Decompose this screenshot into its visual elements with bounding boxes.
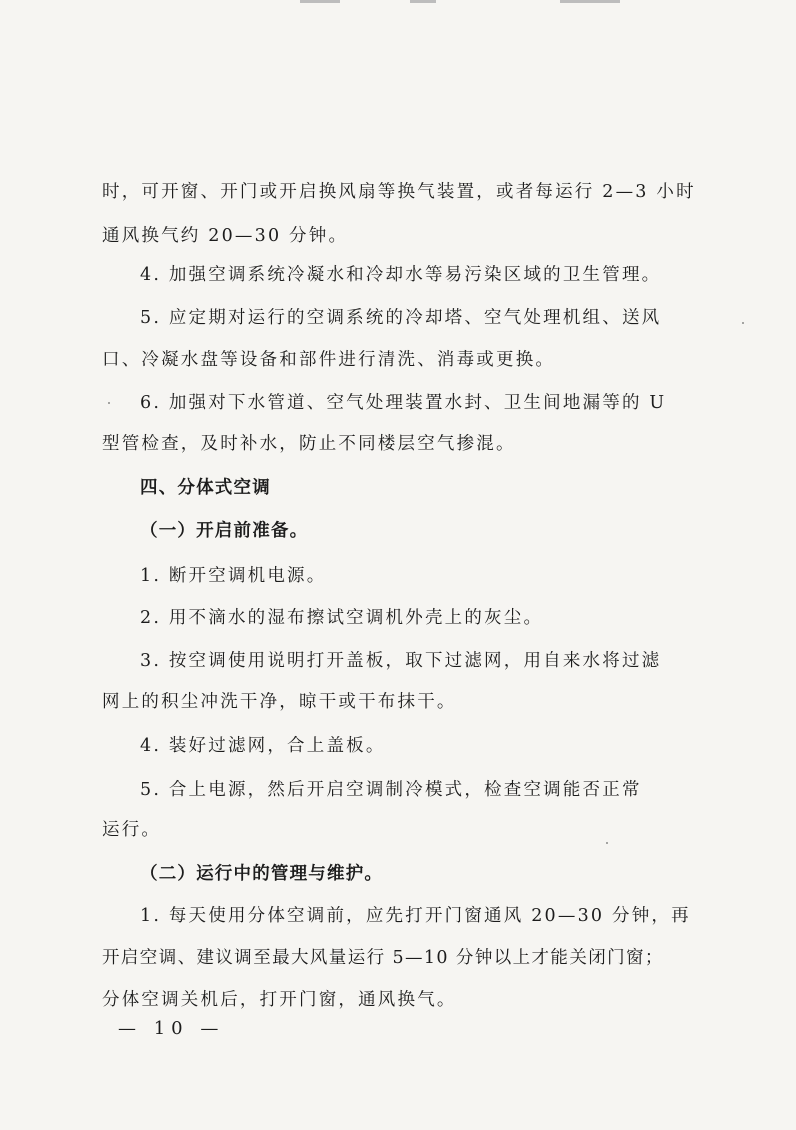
- list-item-1: 1. 每天使用分体空调前，应先打开门窗通风 20—30 分钟，再: [140, 906, 691, 926]
- list-item-2: 2. 用不滴水的湿布擦试空调机外壳上的灰尘。: [140, 608, 544, 628]
- list-item-1: 1. 断开空调机电源。: [140, 566, 327, 586]
- page-number: — 10 —: [118, 1018, 225, 1039]
- scan-edge-mark: [560, 0, 620, 3]
- paragraph-line: 通风换气约 20—30 分钟。: [102, 226, 349, 246]
- scan-speck: [108, 402, 110, 404]
- list-item-5: 5. 应定期对运行的空调系统的冷却塔、空气处理机组、送风: [140, 308, 662, 328]
- scan-edge-mark: [300, 0, 340, 3]
- paragraph-line: 网上的积尘冲洗干净，晾干或干布抹干。: [102, 692, 457, 712]
- paragraph-line: 口、冷凝水盘等设备和部件进行清洗、消毒或更换。: [102, 350, 556, 370]
- scan-speck: [606, 842, 608, 844]
- list-item-5: 5. 合上电源，然后开启空调制冷模式，检查空调能否正常: [140, 780, 642, 800]
- scan-edge-mark: [410, 0, 436, 3]
- subsection-heading: （一）开启前准备。: [140, 521, 309, 541]
- paragraph-line: 时，可开窗、开门或开启换风扇等换气装置，或者每运行 2—3 小时: [102, 182, 696, 202]
- paragraph-line: 分体空调关机后，打开门窗，通风换气。: [102, 990, 457, 1010]
- paragraph-line: 开启空调、建议调至最大风量运行 5—10 分钟以上才能关闭门窗；: [102, 948, 664, 968]
- subsection-heading: （二）运行中的管理与维护。: [140, 864, 384, 884]
- list-item-3: 3. 按空调使用说明打开盖板，取下过滤网，用自来水将过滤: [140, 651, 662, 671]
- scan-speck: [742, 322, 744, 324]
- paragraph-line: 型管检查，及时补水，防止不同楼层空气掺混。: [102, 434, 516, 454]
- list-item-4: 4. 加强空调系统冷凝水和冷却水等易污染区域的卫生管理。: [140, 265, 662, 285]
- list-item-4: 4. 装好过滤网，合上盖板。: [140, 736, 386, 756]
- paragraph-line: 运行。: [102, 820, 162, 840]
- list-item-6: 6. 加强对下水管道、空气处理装置水封、卫生间地漏等的 U: [140, 393, 667, 413]
- section-heading: 四、分体式空调: [140, 478, 271, 498]
